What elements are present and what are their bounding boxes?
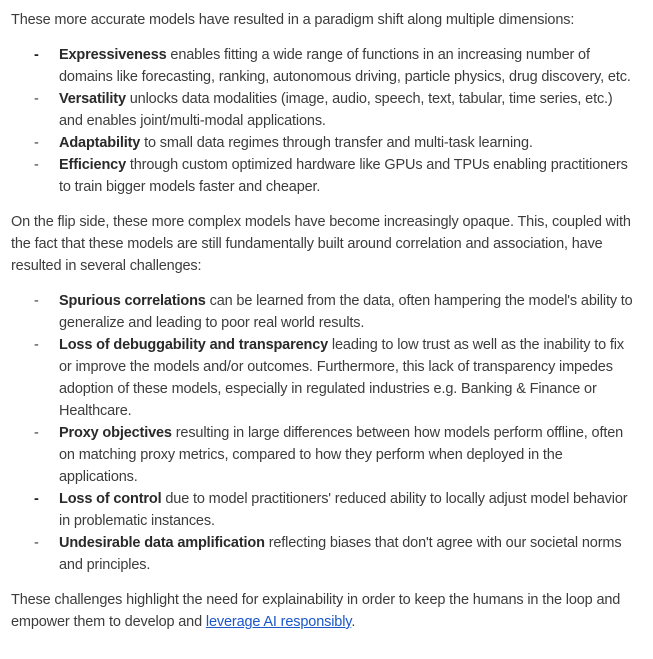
item-text: reflecting biases that don't agree with our societal norms and principles. xyxy=(59,535,622,573)
item-text: enables fitting a wide range of functions in an increasing number of domains like forecasting, ranking, autonomous driving, particle physics, drug discovery, etc. xyxy=(59,47,631,85)
intro-paragraph: These more accurate models have resulted in a paradigm shift along multiple dimensions: xyxy=(11,12,575,28)
list-item xyxy=(34,532,635,576)
leverage-ai-responsibly-link[interactable]: leverage AI responsibly xyxy=(205,614,352,630)
bullet-dash: - xyxy=(34,425,39,441)
term-label: Loss of control xyxy=(59,491,162,507)
list-item xyxy=(34,422,635,488)
bullet-dash: - xyxy=(34,157,39,173)
list-item xyxy=(34,154,635,198)
list-item xyxy=(34,44,635,88)
term-label: Proxy objectives xyxy=(59,425,172,441)
list-item xyxy=(34,88,635,132)
item-text: can be learned from the data, often hampering the model's ability to generalize and leading to poor real world results. xyxy=(59,293,633,331)
conclusion-paragraph xyxy=(11,589,635,633)
conclusion-period: . xyxy=(351,614,356,630)
item-text: to small data regimes through transfer and multi-task learning. xyxy=(140,135,533,151)
item-text: leading to low trust as well as the inability to fix or improve the models and/or outcomes. Furthermore, this lack of transparency impedes adoption of these models, especially in regulated industries e.g. Banking & Finance or Healthcare. xyxy=(59,337,624,419)
flip-side-paragraph: On the flip side, these more complex models have become increasingly opaque. This, coupled with the fact that these models are still fundamentally built around correlation and association, have resulted in several challenges: xyxy=(11,214,631,274)
bullet-dash: - xyxy=(34,535,39,551)
item-text: through custom optimized hardware like GPUs and TPUs enabling practitioners to train bigger models faster and cheaper. xyxy=(59,157,628,195)
term-label: Expressiveness xyxy=(59,47,167,63)
challenges-list xyxy=(11,290,635,576)
term-label: Undesirable data amplification xyxy=(59,535,265,551)
item-text: resulting in large differences between how models perform offline, often on matching proxy metrics, compared to how they perform when deployed in the applications. xyxy=(59,425,624,485)
bullet-dash: - xyxy=(34,293,39,309)
term-label: Adaptability xyxy=(59,135,141,151)
benefits-list xyxy=(11,44,635,198)
list-item xyxy=(34,290,635,334)
bullet-dash: - xyxy=(34,337,39,353)
bullet-dash: - xyxy=(34,47,39,63)
item-text: due to model practitioners' reduced ability to locally adjust model behavior in problematic instances. xyxy=(59,491,628,529)
item-text: unlocks data modalities (image, audio, speech, text, tabular, time series, etc.) and enables joint/multi-modal applications. xyxy=(59,91,613,129)
term-label: Versatility xyxy=(59,91,126,107)
list-item xyxy=(34,334,635,422)
bullet-dash: - xyxy=(34,491,39,507)
bullet-dash: - xyxy=(34,135,39,151)
conclusion-text: These challenges highlight the need for explainability in order to keep the humans in the loop and empower them to develop and xyxy=(11,592,621,630)
term-label: Loss of debuggability and transparency xyxy=(59,337,329,353)
term-label: Efficiency xyxy=(59,157,126,173)
term-label: Spurious correlations xyxy=(59,293,206,309)
bullet-dash: - xyxy=(34,91,39,107)
list-item xyxy=(34,132,635,154)
list-item xyxy=(34,488,635,532)
